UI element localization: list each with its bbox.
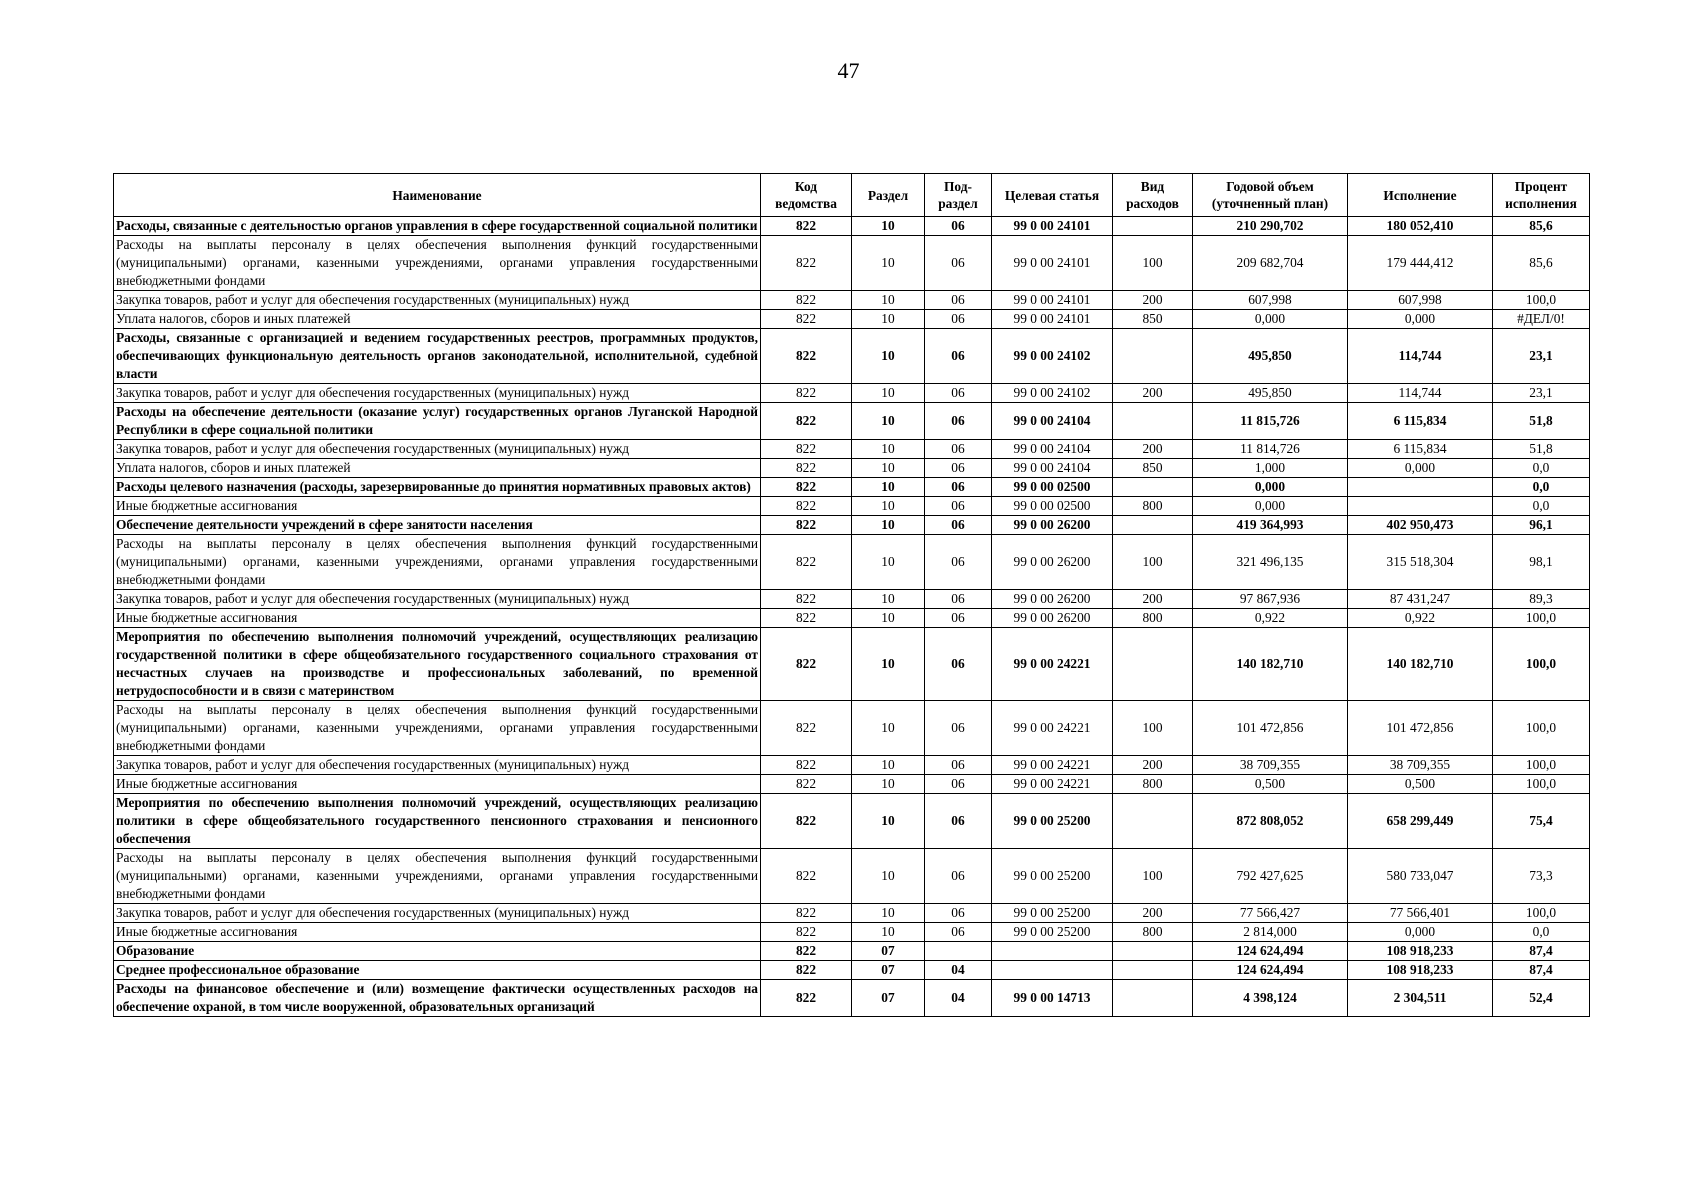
- cell-section: 10: [852, 497, 925, 516]
- cell-article: 99 0 00 24104: [992, 403, 1113, 440]
- cell-execution: 0,922: [1348, 609, 1493, 628]
- cell-subsection: 06: [925, 609, 992, 628]
- cell-article: 99 0 00 14713: [992, 980, 1113, 1017]
- cell-percent: 0,0: [1493, 478, 1590, 497]
- cell-expense-type: 200: [1113, 756, 1193, 775]
- table-row: [114, 628, 1590, 701]
- cell-percent: 0,0: [1493, 923, 1590, 942]
- cell-code: 822: [761, 628, 852, 701]
- cell-subsection: 06: [925, 590, 992, 609]
- cell-plan: 101 472,856: [1193, 701, 1348, 756]
- cell-expense-type: [1113, 217, 1193, 236]
- budget-execution-table: [113, 173, 1590, 1017]
- table-row: [114, 942, 1590, 961]
- cell-percent: 85,6: [1493, 217, 1590, 236]
- cell-subsection: 06: [925, 440, 992, 459]
- cell-execution: [1348, 497, 1493, 516]
- cell-subsection: 06: [925, 291, 992, 310]
- cell-subsection: 06: [925, 217, 992, 236]
- cell-code: 822: [761, 291, 852, 310]
- cell-section: 10: [852, 794, 925, 849]
- cell-name: Закупка товаров, работ и услуг для обеспечения государственных (муниципальных) нужд: [114, 904, 761, 923]
- cell-expense-type: 800: [1113, 775, 1193, 794]
- cell-code: 822: [761, 701, 852, 756]
- cell-execution: 114,744: [1348, 384, 1493, 403]
- cell-section: 10: [852, 904, 925, 923]
- table-row: [114, 291, 1590, 310]
- table-row: [114, 478, 1590, 497]
- cell-subsection: 06: [925, 384, 992, 403]
- cell-percent: 100,0: [1493, 291, 1590, 310]
- cell-article: 99 0 00 24221: [992, 775, 1113, 794]
- cell-section: 10: [852, 923, 925, 942]
- cell-subsection: 06: [925, 756, 992, 775]
- cell-name: Уплата налогов, сборов и иных платежей: [114, 459, 761, 478]
- cell-section: 10: [852, 756, 925, 775]
- cell-name: Обеспечение деятельности учреждений в сфере занятости населения: [114, 516, 761, 535]
- cell-execution: 108 918,233: [1348, 942, 1493, 961]
- cell-subsection: 06: [925, 794, 992, 849]
- cell-section: 10: [852, 291, 925, 310]
- cell-execution: 315 518,304: [1348, 535, 1493, 590]
- cell-subsection: 06: [925, 516, 992, 535]
- cell-expense-type: [1113, 516, 1193, 535]
- cell-percent: 100,0: [1493, 904, 1590, 923]
- cell-execution: 108 918,233: [1348, 961, 1493, 980]
- header-code: Код ведомства: [761, 174, 852, 217]
- cell-plan: 0,000: [1193, 497, 1348, 516]
- cell-subsection: 06: [925, 775, 992, 794]
- cell-article: 99 0 00 26200: [992, 590, 1113, 609]
- cell-execution: 87 431,247: [1348, 590, 1493, 609]
- cell-name: Иные бюджетные ассигнования: [114, 609, 761, 628]
- cell-article: 99 0 00 24101: [992, 310, 1113, 329]
- table-row: [114, 497, 1590, 516]
- cell-execution: 77 566,401: [1348, 904, 1493, 923]
- cell-section: 07: [852, 942, 925, 961]
- cell-expense-type: 800: [1113, 609, 1193, 628]
- cell-code: 822: [761, 236, 852, 291]
- cell-subsection: 06: [925, 535, 992, 590]
- cell-section: 10: [852, 440, 925, 459]
- cell-article: [992, 961, 1113, 980]
- cell-name: Уплата налогов, сборов и иных платежей: [114, 310, 761, 329]
- cell-article: 99 0 00 02500: [992, 478, 1113, 497]
- cell-code: 822: [761, 775, 852, 794]
- cell-plan: 210 290,702: [1193, 217, 1348, 236]
- cell-code: 822: [761, 403, 852, 440]
- cell-percent: 0,0: [1493, 459, 1590, 478]
- cell-expense-type: [1113, 403, 1193, 440]
- cell-article: 99 0 00 26200: [992, 516, 1113, 535]
- cell-article: 99 0 00 24101: [992, 291, 1113, 310]
- cell-expense-type: 200: [1113, 590, 1193, 609]
- cell-plan: 0,500: [1193, 775, 1348, 794]
- cell-code: 822: [761, 459, 852, 478]
- cell-code: 822: [761, 980, 852, 1017]
- cell-execution: 6 115,834: [1348, 440, 1493, 459]
- cell-code: 822: [761, 478, 852, 497]
- table-row: [114, 310, 1590, 329]
- cell-article: 99 0 00 25200: [992, 904, 1113, 923]
- cell-name: Образование: [114, 942, 761, 961]
- cell-section: 10: [852, 310, 925, 329]
- table-row: [114, 980, 1590, 1017]
- cell-percent: 100,0: [1493, 609, 1590, 628]
- cell-plan: 0,000: [1193, 310, 1348, 329]
- cell-section: 10: [852, 775, 925, 794]
- cell-name: Мероприятия по обеспечению выполнения полномочий учреждений, осуществляющих реализацию государственной политики в сфере общеобязательного государственного социального страхования от несчастных случаев на производстве и профессиональных заболеваний, по временной нетрудоспособности и в связи с материнством: [114, 628, 761, 701]
- cell-section: 10: [852, 609, 925, 628]
- header-article: Целевая статья: [992, 174, 1113, 217]
- cell-execution: [1348, 478, 1493, 497]
- cell-plan: 419 364,993: [1193, 516, 1348, 535]
- cell-code: 822: [761, 756, 852, 775]
- cell-expense-type: [1113, 329, 1193, 384]
- cell-section: 10: [852, 459, 925, 478]
- cell-percent: 73,3: [1493, 849, 1590, 904]
- cell-section: 10: [852, 516, 925, 535]
- cell-code: 822: [761, 590, 852, 609]
- cell-article: 99 0 00 25200: [992, 923, 1113, 942]
- cell-code: 822: [761, 794, 852, 849]
- cell-name: Иные бюджетные ассигнования: [114, 497, 761, 516]
- cell-subsection: 06: [925, 403, 992, 440]
- cell-percent: 75,4: [1493, 794, 1590, 849]
- cell-article: 99 0 00 26200: [992, 609, 1113, 628]
- cell-plan: 124 624,494: [1193, 961, 1348, 980]
- cell-name: Мероприятия по обеспечению выполнения полномочий учреждений, осуществляющих реализацию политики в сфере общеобязательного государственного пенсионного страхования и пенсионного обеспечения: [114, 794, 761, 849]
- cell-subsection: [925, 942, 992, 961]
- table-row: [114, 923, 1590, 942]
- cell-subsection: 06: [925, 923, 992, 942]
- cell-section: 10: [852, 236, 925, 291]
- cell-subsection: 06: [925, 628, 992, 701]
- cell-name: Расходы на выплаты персоналу в целях обеспечения выполнения функций государственными (муниципальными) органами, казенными учреждениями, органами управления государственными внебюджетными фондами: [114, 535, 761, 590]
- cell-percent: 52,4: [1493, 980, 1590, 1017]
- cell-plan: 97 867,936: [1193, 590, 1348, 609]
- cell-subsection: 06: [925, 497, 992, 516]
- table-row: [114, 217, 1590, 236]
- cell-execution: 140 182,710: [1348, 628, 1493, 701]
- table-row: [114, 403, 1590, 440]
- table-row: [114, 756, 1590, 775]
- cell-plan: 792 427,625: [1193, 849, 1348, 904]
- cell-subsection: 06: [925, 236, 992, 291]
- cell-expense-type: 100: [1113, 236, 1193, 291]
- table-body: [114, 217, 1590, 1017]
- cell-plan: 0,922: [1193, 609, 1348, 628]
- cell-name: Расходы на выплаты персоналу в целях обеспечения выполнения функций государственными (муниципальными) органами, казенными учреждениями, органами управления государственными внебюджетными фондами: [114, 236, 761, 291]
- cell-expense-type: 800: [1113, 923, 1193, 942]
- cell-article: 99 0 00 24101: [992, 236, 1113, 291]
- cell-expense-type: 200: [1113, 384, 1193, 403]
- cell-percent: 89,3: [1493, 590, 1590, 609]
- cell-name: Расходы на финансовое обеспечение и (или) возмещение фактически осуществленных расходов на обеспечение охраной, в том числе вооруженной, образовательных организаций: [114, 980, 761, 1017]
- cell-article: 99 0 00 24101: [992, 217, 1113, 236]
- header-percent: Процент исполнения: [1493, 174, 1590, 217]
- table-row: [114, 236, 1590, 291]
- cell-execution: 0,500: [1348, 775, 1493, 794]
- cell-percent: 23,1: [1493, 329, 1590, 384]
- cell-expense-type: 800: [1113, 497, 1193, 516]
- cell-plan: 607,998: [1193, 291, 1348, 310]
- cell-article: 99 0 00 02500: [992, 497, 1113, 516]
- cell-plan: 1,000: [1193, 459, 1348, 478]
- header-execution: Исполнение: [1348, 174, 1493, 217]
- cell-execution: 38 709,355: [1348, 756, 1493, 775]
- cell-plan: 0,000: [1193, 478, 1348, 497]
- cell-percent: 87,4: [1493, 961, 1590, 980]
- cell-expense-type: [1113, 478, 1193, 497]
- cell-section: 10: [852, 590, 925, 609]
- cell-plan: 495,850: [1193, 329, 1348, 384]
- table-row: [114, 590, 1590, 609]
- table-row: [114, 459, 1590, 478]
- cell-section: 10: [852, 384, 925, 403]
- cell-name: Закупка товаров, работ и услуг для обеспечения государственных (муниципальных) нужд: [114, 291, 761, 310]
- cell-subsection: 06: [925, 701, 992, 756]
- cell-subsection: 06: [925, 329, 992, 384]
- cell-code: 822: [761, 535, 852, 590]
- cell-article: 99 0 00 24221: [992, 701, 1113, 756]
- cell-name: Расходы, связанные с организацией и ведением государственных реестров, программных продуктов, обеспечивающих функциональную деятельность органов законодательной, исполнительной, судебной власти: [114, 329, 761, 384]
- cell-plan: 872 808,052: [1193, 794, 1348, 849]
- cell-article: 99 0 00 24102: [992, 329, 1113, 384]
- cell-article: 99 0 00 24104: [992, 459, 1113, 478]
- cell-code: 822: [761, 609, 852, 628]
- cell-percent: 100,0: [1493, 628, 1590, 701]
- cell-expense-type: 200: [1113, 291, 1193, 310]
- header-plan: Годовой объем (уточненный план): [1193, 174, 1348, 217]
- cell-subsection: 06: [925, 849, 992, 904]
- cell-execution: 580 733,047: [1348, 849, 1493, 904]
- cell-plan: 77 566,427: [1193, 904, 1348, 923]
- cell-plan: 11 814,726: [1193, 440, 1348, 459]
- cell-article: 99 0 00 25200: [992, 794, 1113, 849]
- cell-subsection: 04: [925, 961, 992, 980]
- cell-article: 99 0 00 24221: [992, 756, 1113, 775]
- cell-section: 07: [852, 980, 925, 1017]
- table-row: [114, 961, 1590, 980]
- cell-percent: 100,0: [1493, 775, 1590, 794]
- cell-name: Расходы на выплаты персоналу в целях обеспечения выполнения функций государственными (муниципальными) органами, казенными учреждениями, органами управления государственными внебюджетными фондами: [114, 849, 761, 904]
- cell-article: 99 0 00 24102: [992, 384, 1113, 403]
- cell-code: 822: [761, 942, 852, 961]
- cell-percent: 23,1: [1493, 384, 1590, 403]
- cell-name: Иные бюджетные ассигнования: [114, 923, 761, 942]
- cell-percent: 96,1: [1493, 516, 1590, 535]
- cell-section: 10: [852, 478, 925, 497]
- cell-code: 822: [761, 329, 852, 384]
- cell-code: 822: [761, 310, 852, 329]
- cell-execution: 101 472,856: [1348, 701, 1493, 756]
- cell-section: 10: [852, 217, 925, 236]
- cell-expense-type: 100: [1113, 849, 1193, 904]
- cell-name: Закупка товаров, работ и услуг для обеспечения государственных (муниципальных) нужд: [114, 756, 761, 775]
- cell-execution: 0,000: [1348, 459, 1493, 478]
- cell-percent: 51,8: [1493, 403, 1590, 440]
- header-subsection: Под-раздел: [925, 174, 992, 217]
- table-row: [114, 609, 1590, 628]
- cell-execution: 658 299,449: [1348, 794, 1493, 849]
- cell-article: 99 0 00 24104: [992, 440, 1113, 459]
- cell-name: Расходы, связанные с деятельностью органов управления в сфере государственной социальной политики: [114, 217, 761, 236]
- cell-plan: 11 815,726: [1193, 403, 1348, 440]
- cell-code: 822: [761, 516, 852, 535]
- cell-percent: #ДЕЛ/0!: [1493, 310, 1590, 329]
- cell-code: 822: [761, 384, 852, 403]
- cell-expense-type: 850: [1113, 459, 1193, 478]
- table-row: [114, 384, 1590, 403]
- cell-plan: 495,850: [1193, 384, 1348, 403]
- cell-expense-type: 850: [1113, 310, 1193, 329]
- table-header-row: [114, 174, 1590, 217]
- cell-expense-type: 200: [1113, 904, 1193, 923]
- cell-expense-type: [1113, 980, 1193, 1017]
- cell-code: 822: [761, 497, 852, 516]
- cell-expense-type: [1113, 628, 1193, 701]
- cell-plan: 124 624,494: [1193, 942, 1348, 961]
- cell-code: 822: [761, 217, 852, 236]
- cell-execution: 114,744: [1348, 329, 1493, 384]
- cell-section: 10: [852, 849, 925, 904]
- cell-code: 822: [761, 904, 852, 923]
- cell-section: 10: [852, 701, 925, 756]
- cell-execution: 0,000: [1348, 923, 1493, 942]
- cell-code: 822: [761, 440, 852, 459]
- cell-code: 822: [761, 961, 852, 980]
- cell-section: 10: [852, 329, 925, 384]
- cell-execution: 6 115,834: [1348, 403, 1493, 440]
- cell-percent: 51,8: [1493, 440, 1590, 459]
- cell-plan: 2 814,000: [1193, 923, 1348, 942]
- table-row: [114, 849, 1590, 904]
- cell-percent: 85,6: [1493, 236, 1590, 291]
- cell-code: 822: [761, 849, 852, 904]
- table-row: [114, 775, 1590, 794]
- cell-expense-type: 100: [1113, 701, 1193, 756]
- cell-execution: 180 052,410: [1348, 217, 1493, 236]
- cell-plan: 321 496,135: [1193, 535, 1348, 590]
- cell-expense-type: [1113, 794, 1193, 849]
- table-row: [114, 701, 1590, 756]
- header-section: Раздел: [852, 174, 925, 217]
- cell-section: 10: [852, 535, 925, 590]
- cell-section: 07: [852, 961, 925, 980]
- cell-article: 99 0 00 26200: [992, 535, 1113, 590]
- page-number: 47: [837, 58, 860, 83]
- table-row: [114, 794, 1590, 849]
- cell-name: Расходы на выплаты персоналу в целях обеспечения выполнения функций государственными (муниципальными) органами, казенными учреждениями, органами управления государственными внебюджетными фондами: [114, 701, 761, 756]
- cell-percent: 100,0: [1493, 701, 1590, 756]
- cell-plan: 38 709,355: [1193, 756, 1348, 775]
- cell-article: 99 0 00 25200: [992, 849, 1113, 904]
- cell-expense-type: [1113, 942, 1193, 961]
- cell-execution: 402 950,473: [1348, 516, 1493, 535]
- cell-code: 822: [761, 923, 852, 942]
- table-row: [114, 535, 1590, 590]
- cell-name: Расходы целевого назначения (расходы, зарезервированные до принятия нормативных правовых актов): [114, 478, 761, 497]
- cell-article: [992, 942, 1113, 961]
- table-row: [114, 440, 1590, 459]
- header-expense-type: Вид расходов: [1113, 174, 1193, 217]
- cell-execution: 607,998: [1348, 291, 1493, 310]
- cell-section: 10: [852, 628, 925, 701]
- cell-plan: 140 182,710: [1193, 628, 1348, 701]
- table-row: [114, 904, 1590, 923]
- header-name: Наименование: [114, 174, 761, 217]
- cell-subsection: 04: [925, 980, 992, 1017]
- cell-execution: 0,000: [1348, 310, 1493, 329]
- table-row: [114, 329, 1590, 384]
- cell-percent: 100,0: [1493, 756, 1590, 775]
- cell-plan: 209 682,704: [1193, 236, 1348, 291]
- cell-expense-type: [1113, 961, 1193, 980]
- cell-subsection: 06: [925, 478, 992, 497]
- cell-expense-type: 200: [1113, 440, 1193, 459]
- cell-article: 99 0 00 24221: [992, 628, 1113, 701]
- cell-percent: 87,4: [1493, 942, 1590, 961]
- cell-name: Закупка товаров, работ и услуг для обеспечения государственных (муниципальных) нужд: [114, 384, 761, 403]
- cell-percent: 98,1: [1493, 535, 1590, 590]
- cell-name: Расходы на обеспечение деятельности (оказание услуг) государственных органов Луганской Народной Республики в сфере социальной политики: [114, 403, 761, 440]
- cell-percent: 0,0: [1493, 497, 1590, 516]
- cell-name: Иные бюджетные ассигнования: [114, 775, 761, 794]
- cell-execution: 179 444,412: [1348, 236, 1493, 291]
- cell-expense-type: 100: [1113, 535, 1193, 590]
- cell-plan: 4 398,124: [1193, 980, 1348, 1017]
- cell-subsection: 06: [925, 310, 992, 329]
- cell-name: Закупка товаров, работ и услуг для обеспечения государственных (муниципальных) нужд: [114, 440, 761, 459]
- cell-subsection: 06: [925, 904, 992, 923]
- table-row: [114, 516, 1590, 535]
- cell-section: 10: [852, 403, 925, 440]
- cell-name: Закупка товаров, работ и услуг для обеспечения государственных (муниципальных) нужд: [114, 590, 761, 609]
- cell-subsection: 06: [925, 459, 992, 478]
- cell-name: Среднее профессиональное образование: [114, 961, 761, 980]
- cell-execution: 2 304,511: [1348, 980, 1493, 1017]
